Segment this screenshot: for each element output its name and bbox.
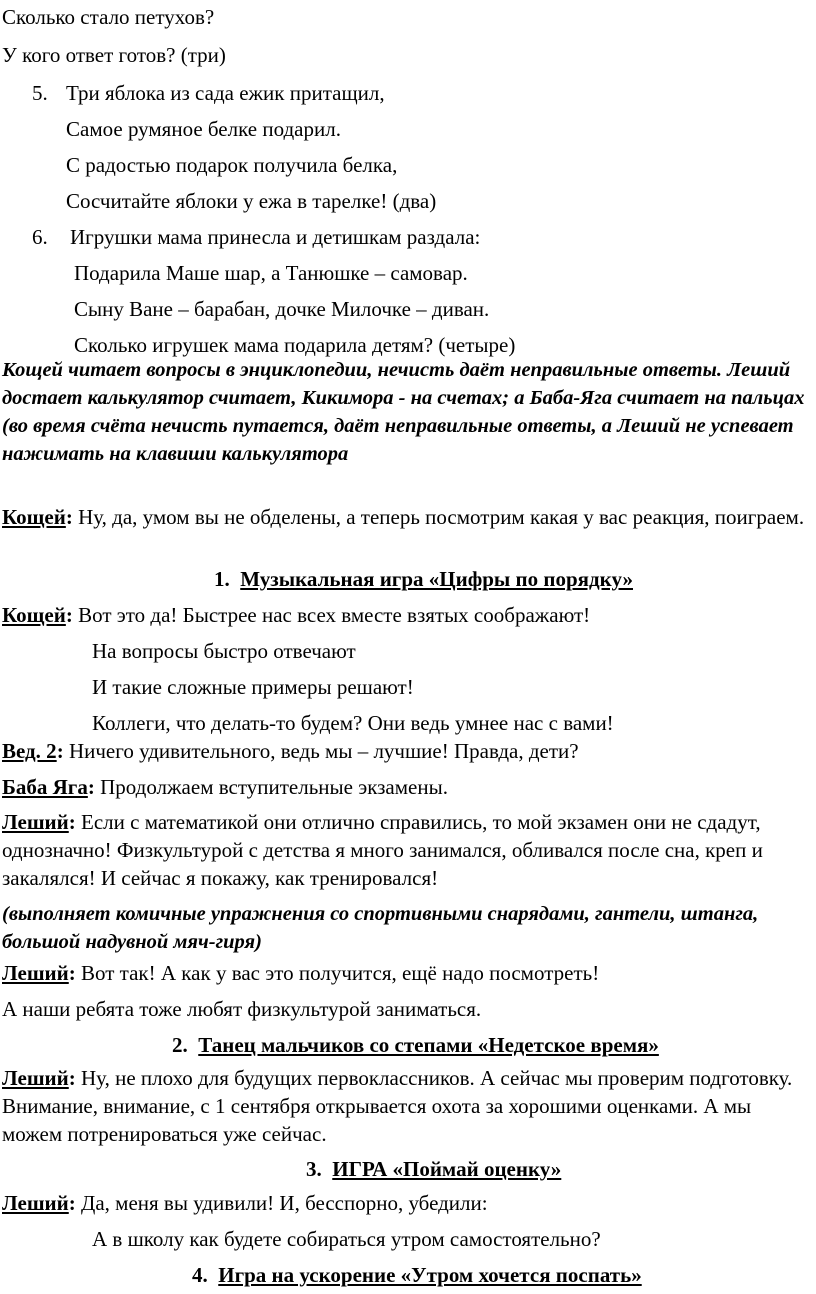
speaker-name: Кощей: [2, 505, 66, 529]
dialogue-text: Ничего удивительного, ведь мы – лучшие! Правда, дети?: [68, 739, 579, 763]
text-line: А наши ребята тоже любят физкультурой заниматься.: [2, 997, 482, 1021]
dialogue-text: Коллеги, что делать-то будем? Они ведь умнее нас с вами!: [92, 711, 614, 735]
poem-line: Сколько игрушек мама подарила детям? (четыре): [74, 333, 516, 357]
dialogue-block: Баба Яга: Продолжаем вступительные экзамены.: [2, 775, 448, 799]
dialogue-block: Вед. 2: Ничего удивительного, ведь мы – лучшие! Правда, дети?: [2, 739, 579, 763]
dialogue-text: Ну, не плохо для будущих первоклассников. А сейчас мы проверим подготовку. Внимание, внимание, с 1 сентября открывается охота за хорошими оценками. А мы можем потренироваться уже сейчас.: [2, 1066, 793, 1146]
speaker-name: Леший: [2, 1066, 69, 1090]
dialogue-text: На вопросы быстро отвечают: [92, 639, 356, 663]
dialogue-text: Ну, да, умом вы не обделены, а теперь посмотрим какая у вас реакция, поиграем.: [78, 505, 805, 529]
speaker-name: Баба Яга: [2, 775, 88, 799]
dialogue-text: Да, меня вы удивили! И, бесспорно, убедили:: [81, 1191, 488, 1215]
speaker-name: Леший: [2, 961, 69, 985]
poem-line: Самое румяное белке подарил.: [66, 117, 341, 141]
speaker-name: Кощей: [2, 603, 66, 627]
dialogue-block: Леший: Если с математикой они отлично справились, то мой экзамен они не сдадут, однозначно! Физкультурой с детства я много занимался, обливался после сна, креп и закалялся! И сейчас я покажу, как тренировался!: [2, 810, 763, 890]
poem-line: С радостью подарок получила белка,: [66, 153, 398, 177]
dialogue-block: Кощей: Ну, да, умом вы не обделены, а теперь посмотрим какая у вас реакция, поиграем.: [2, 505, 805, 529]
section-heading: 2. Танец мальчиков со степами «Недетское время»: [172, 1033, 659, 1057]
section-heading: 4. Игра на ускорение «Утром хочется поспать»: [192, 1263, 642, 1287]
speaker-name: Леший: [2, 1191, 69, 1215]
dialogue-text: Продолжаем вступительные экзамены.: [100, 775, 448, 799]
poem-line: Сосчитайте яблоки у ежа в тарелке! (два): [66, 189, 437, 213]
section-heading: 1. Музыкальная игра «Цифры по порядку»: [214, 567, 633, 591]
list-number: 5.: [32, 81, 48, 105]
poem-line: Сыну Ване – барабан, дочке Милочке – диван.: [74, 297, 490, 321]
dialogue-text: Вот так! А как у вас это получится, ещё надо посмотреть!: [81, 961, 600, 985]
dialogue-text: Вот это да! Быстрее нас всех вместе взятых соображают!: [78, 603, 591, 627]
dialogue-text: А в школу как будете собираться утром самостоятельно?: [92, 1227, 601, 1251]
list-number: 6.: [32, 225, 48, 249]
stage-direction: Кощей читает вопросы в энциклопедии, нечисть даёт неправильные ответы. Леший достает калькулятор считает, Кикимора - на счетах; а Баба-Яга считает на пальцах (во время счёта нечисть путается, даёт неправильные ответы, а Леший не успевает нажимать на клавиши калькулятора: [2, 359, 805, 465]
dialogue-block: Кощей: Вот это да! Быстрее нас всех вместе взятых соображают!: [2, 603, 591, 627]
text-line: Сколько стало петухов?: [2, 5, 215, 29]
dialogue-block: Леший: Вот так! А как у вас это получится, ещё надо посмотреть!: [2, 961, 600, 985]
section-heading: 3. ИГРА «Поймай оценку»: [306, 1157, 562, 1181]
dialogue-block: Леший: Да, меня вы удивили! И, бесспорно, убедили:: [2, 1191, 488, 1215]
poem-line: Игрушки мама принесла и детишкам раздала:: [70, 225, 481, 249]
dialogue-text: И такие сложные примеры решают!: [92, 675, 414, 699]
text-line: У кого ответ готов? (три): [2, 43, 226, 67]
speaker-name: Вед. 2: [2, 739, 57, 763]
dialogue-block: Леший: Ну, не плохо для будущих первоклассников. А сейчас мы проверим подготовку. Внимание, внимание, с 1 сентября открывается охота за хорошими оценками. А мы можем потренироваться уже сейчас.: [2, 1066, 793, 1146]
speaker-name: Леший: [2, 810, 69, 834]
dialogue-text: Если с математикой они отлично справились, то мой экзамен они не сдадут, однозначно! Физкультурой с детства я много занимался, обливался после сна, креп и закалялся! И сейчас я покажу, как тренировался!: [2, 810, 763, 890]
poem-line: Три яблока из сада ежик притащил,: [66, 81, 385, 105]
stage-direction: (выполняет комичные упражнения со спортивными снарядами, гантели, штанга, большой надувной мяч-гиря): [2, 903, 759, 953]
poem-line: Подарила Маше шар, а Танюшке – самовар.: [74, 261, 468, 285]
